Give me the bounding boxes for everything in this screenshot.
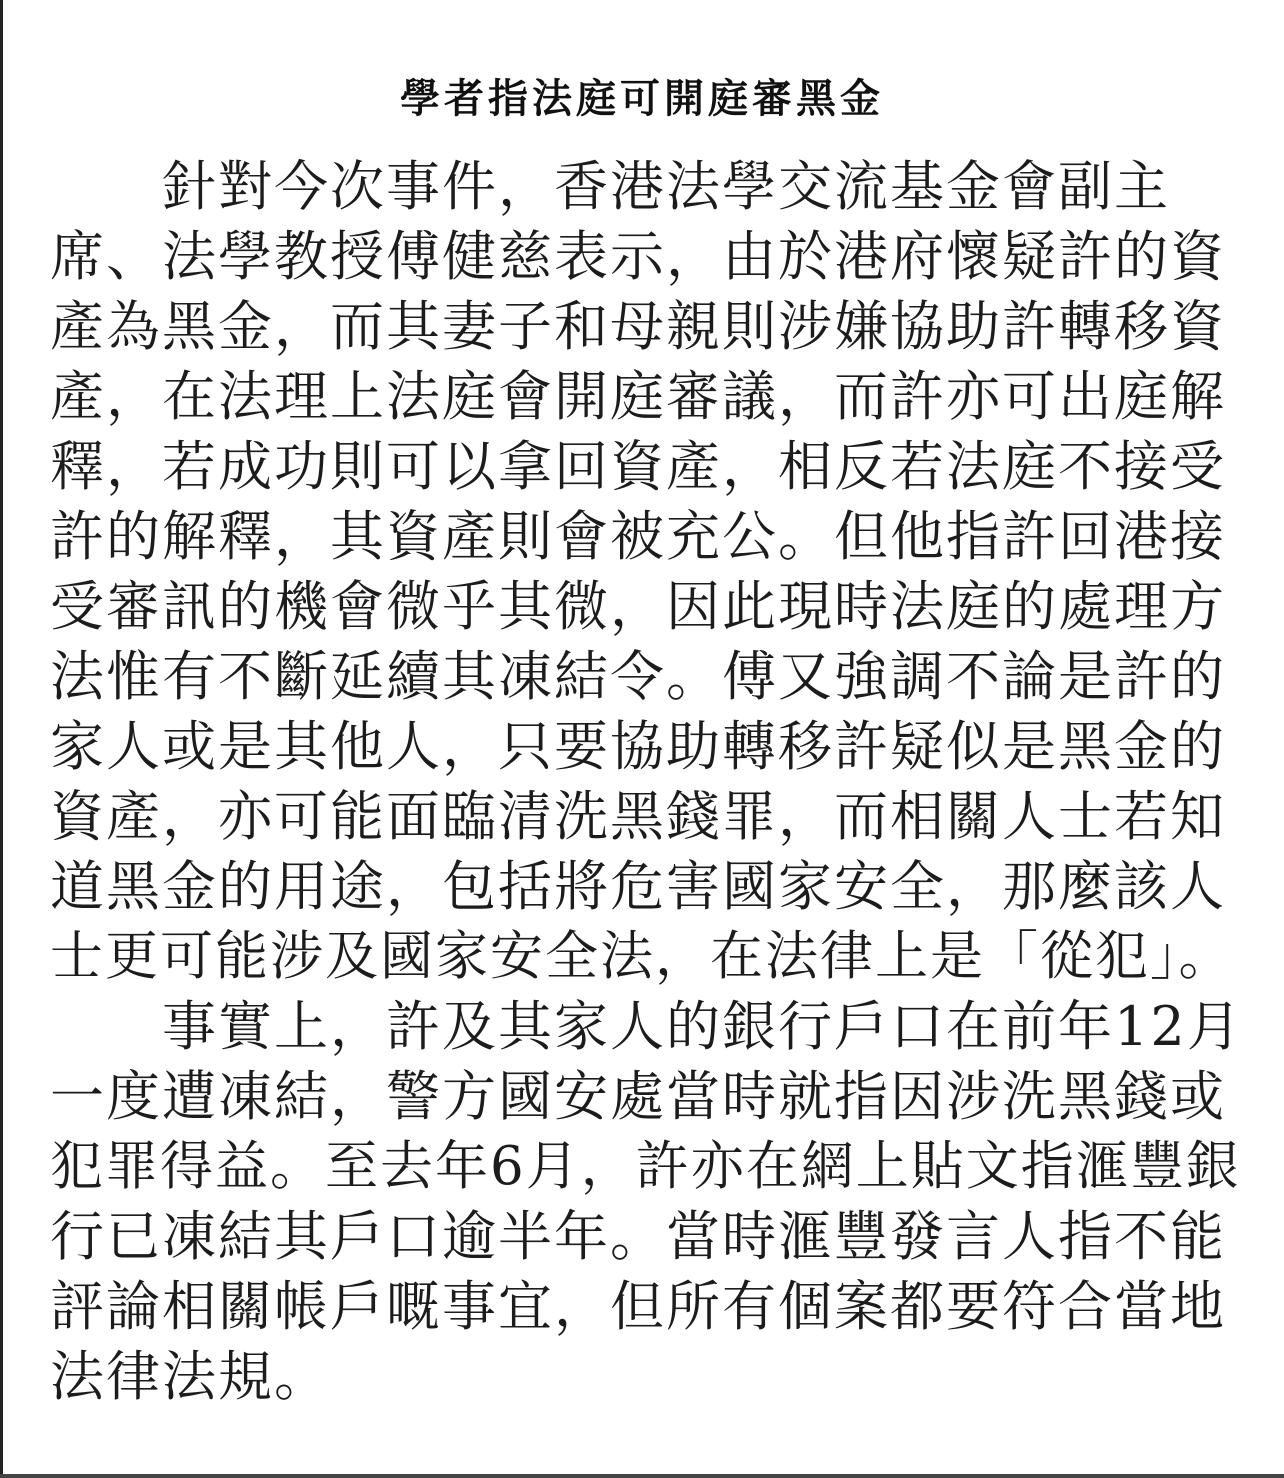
article-line: 一度遭凍結，警方國安處當時就指因涉洗黑錢或 (50, 1065, 1226, 1128)
article-line: 法律法規。 (50, 1345, 330, 1408)
article-line: 家人或是其他人，只要協助轉移許疑似是黑金的 (50, 715, 1226, 778)
page-border-left (0, 0, 3, 1478)
article-body (50, 152, 1250, 1412)
article-line: 受審訊的機會微乎其微，因此現時法庭的處理方 (50, 575, 1226, 638)
article-line: 犯罪得益。至去年6月，許亦在網上貼文指滙豐銀 (50, 1136, 1241, 1197)
article-line: 事實上，許及其家人的銀行戶口在前年12月 (50, 995, 1243, 1058)
article-line: 釋，若成功則可以拿回資產，相反若法庭不接受 (50, 435, 1226, 498)
page-border-bottom (0, 1474, 1284, 1478)
article-line: 產為黑金，而其妻子和母親則涉嫌協助許轉移資 (50, 295, 1226, 358)
article-line: 產，在法理上法庭會開庭審議，而許亦可出庭解 (50, 365, 1226, 428)
headline: 學者指法庭可開庭審黑金 (400, 75, 884, 122)
article-line: 法惟有不斷延續其凍結令。傅又強調不論是許的 (50, 645, 1226, 708)
article-line: 資產，亦可能面臨清洗黑錢罪，而相關人士若知 (50, 785, 1226, 848)
article-line: 士更可能涉及國家安全法，在法律上是「從犯」。 (50, 926, 1234, 987)
article-line: 道黑金的用途，包括將危害國家安全，那麼該人 (50, 855, 1226, 918)
article-line: 行已凍結其戶口逾半年。當時滙豐發言人指不能 (50, 1205, 1226, 1268)
article-line: 評論相關帳戶嘅事宜，但所有個案都要符合當地 (50, 1275, 1226, 1338)
article-line: 席、法學教授傅健慈表示，由於港府懷疑許的資 (50, 225, 1226, 288)
article-line: 針對今次事件，香港法學交流基金會副主 (50, 155, 1170, 218)
article-line: 許的解釋，其資產則會被充公。但他指許回港接 (50, 505, 1226, 568)
